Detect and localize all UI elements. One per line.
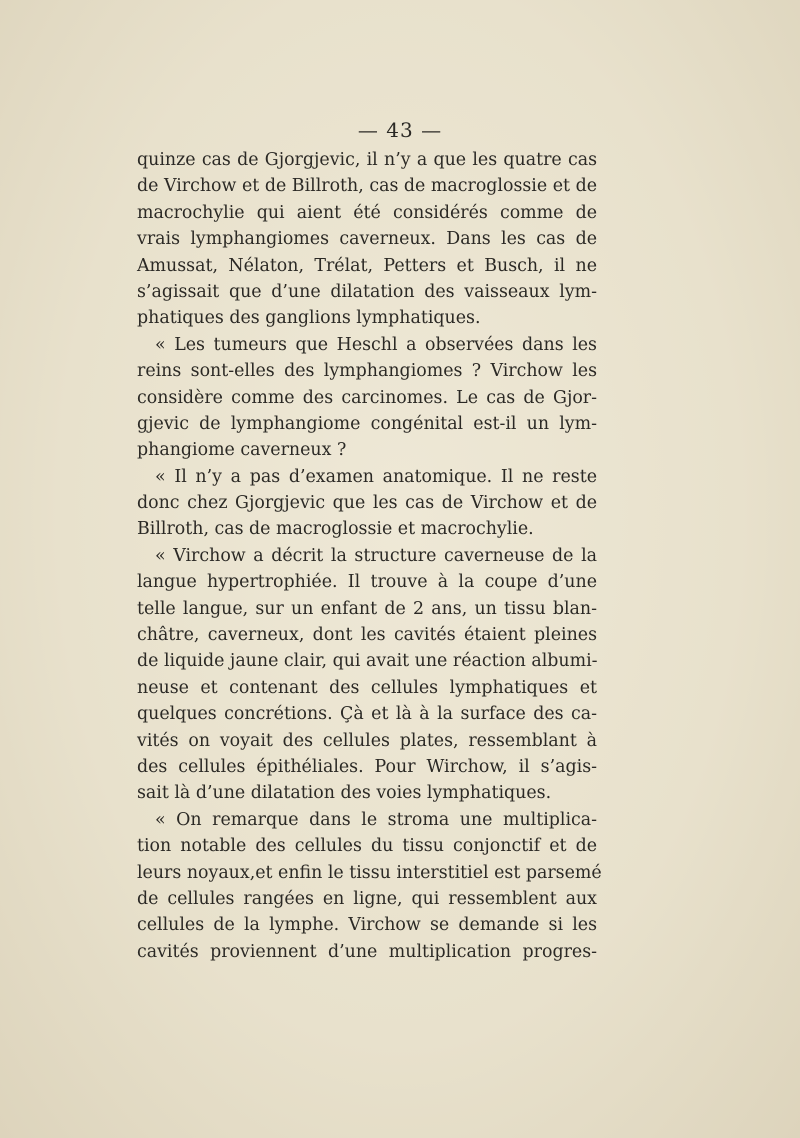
text-line: langue hypertrophiée. Il trouve à la coupe d’une xyxy=(137,572,597,593)
text-line: neuse et contenant des cellules lymphatiques et xyxy=(137,677,597,698)
text-line: vrais lymphangiomes caverneux. Dans les cas de xyxy=(137,229,597,250)
text-line: « Il n’y a pas d’examen anatomique. Il ne reste xyxy=(155,466,597,487)
text-line: de Virchow et de Billroth, cas de macroglossie et de xyxy=(137,176,597,197)
text-line: gjevic de lymphangiome congénital est-il un lym- xyxy=(137,413,597,434)
text-line: reins sont-elles des lymphangiomes ? Virchow les xyxy=(137,361,597,382)
text-line: considère comme des carcinomes. Le cas de Gjor- xyxy=(137,387,597,408)
text-line: s’agissait que d’une dilatation des vaisseaux lym- xyxy=(137,281,597,302)
text-line: sait là d’une dilatation des voies lymphatiques. xyxy=(137,783,552,804)
text-line: « On remarque dans le stroma une multiplica- xyxy=(155,809,597,830)
text-line: de liquide jaune clair, qui avait une réaction albumi- xyxy=(137,651,598,672)
text-line: leurs noyaux,et enfin le tissu interstitiel est parsemé xyxy=(137,862,602,883)
text-line: macrochylie qui aient été considérés comme de xyxy=(137,202,597,223)
text-line: cavités proviennent d’une multiplication progres- xyxy=(137,941,597,962)
text-line: tion notable des cellules du tissu conjonctif et de xyxy=(137,836,597,857)
text-line: des cellules épithéliales. Pour Wirchow, il s’agis- xyxy=(137,756,597,777)
text-line: phangiome caverneux ? xyxy=(137,440,347,461)
text-line: telle langue, sur un enfant de 2 ans, un tissu blan- xyxy=(137,598,597,619)
text-line: Amussat, Nélaton, Trélat, Petters et Busch, il ne xyxy=(137,255,597,276)
text-line: donc chez Gjorgjevic que les cas de Virchow et de xyxy=(137,493,597,514)
text-line: Billroth, cas de macroglossie et macrochylie. xyxy=(137,519,534,540)
text-line: cellules de la lymphe. Virchow se demande si les xyxy=(137,915,597,936)
body-text xyxy=(137,147,602,965)
text-line: quinze cas de Gjorgjevic, il n’y a que les quatre cas xyxy=(137,150,597,170)
page-number: — 43 — xyxy=(357,118,443,142)
text-line: « Virchow a décrit la structure caverneuse de la xyxy=(155,545,597,566)
text-line: phatiques des ganglions lymphatiques. xyxy=(137,308,481,329)
text-line: châtre, caverneux, dont les cavités étaient pleines xyxy=(137,625,597,646)
text-line: vités on voyait des cellules plates, ressemblant à xyxy=(137,730,597,751)
text-line: « Les tumeurs que Heschl a observées dans les xyxy=(155,334,597,355)
text-line: quelques concrétions. Çà et là à la surface des ca- xyxy=(137,704,597,725)
text-line: de cellules rangées en ligne, qui ressemblent aux xyxy=(137,888,597,909)
